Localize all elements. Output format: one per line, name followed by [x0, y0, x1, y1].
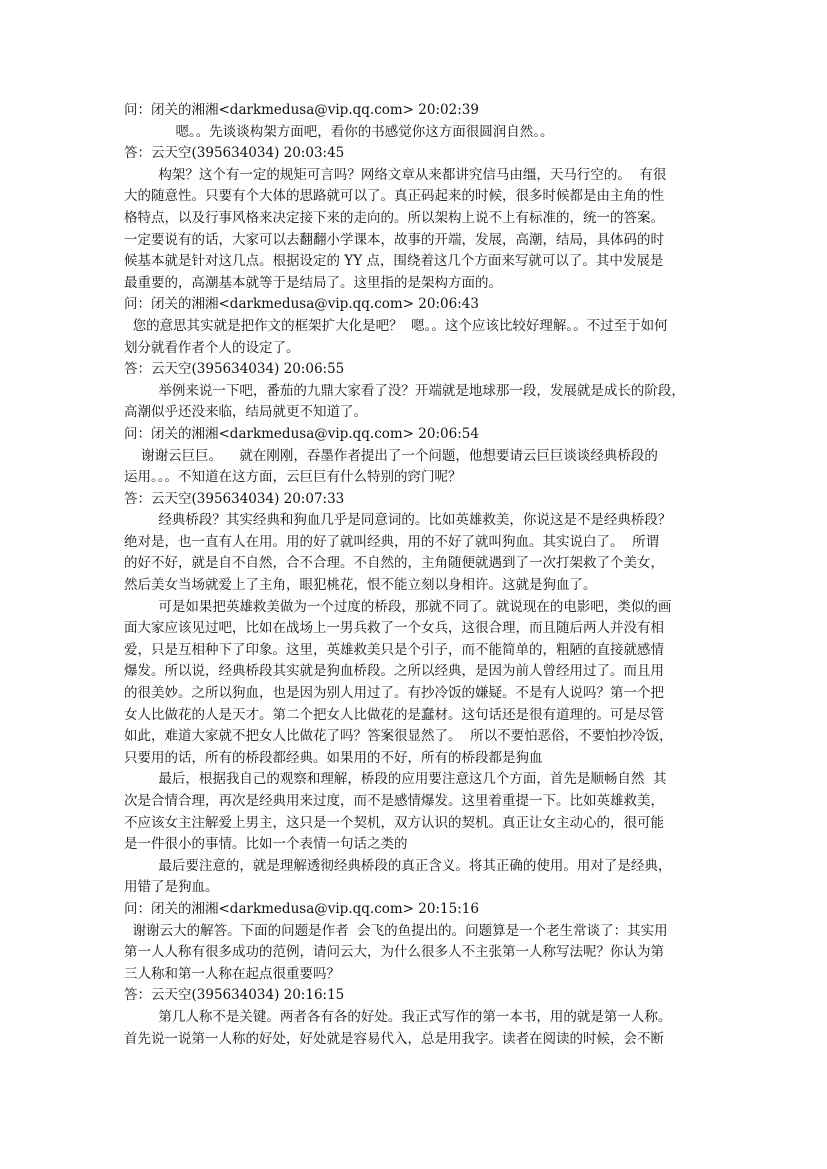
text-line: 第一人人称有很多成功的范例，请问云大，为什么很多人不主张第一人称写法呢？你认为第 — [124, 944, 664, 961]
text-line: 最后，根据我自己的观察和理解，桥段的应用要注意这几个方面，首先是顺畅自然 其 — [124, 771, 667, 788]
text-line: 然后美女当场就爱上了主角，眼犯桃花，恨不能立刻以身相许。这就是狗血了。 — [124, 577, 597, 594]
text-line: 最重要的，高潮基本就等于是结局了。这里指的是架构方面的。 — [124, 274, 502, 291]
text-line: 问：闭关的湘湘<darkmedusa@vip.qq.com> 20:06:54 — [124, 425, 479, 442]
text-line: 问：闭关的湘湘<darkmedusa@vip.qq.com> 20:02:39 — [124, 102, 479, 118]
text-line: 高潮似乎还没来临，结局就更不知道了。 — [124, 404, 367, 421]
text-line: 划分就看作者个人的设定了。 — [124, 339, 300, 356]
text-line: 是一件很小的事情。比如一个表情一句话之类的 — [124, 836, 408, 853]
text-line: 第几人称不是关键。两者各有各的好处。我正式写作的第一本书，用的就是第一人称。 — [124, 1008, 672, 1025]
text-line: 问：闭关的湘湘<darkmedusa@vip.qq.com> 20:06:43 — [124, 296, 479, 313]
text-line: 女人比做花的人是天才。第二个把女人比做花的是蠢材。这句话还是很有道理的。可是尽管 — [124, 706, 664, 723]
text-line: 谢谢云大的解答。下面的问题是作者 会飞的鱼提出的。问题算是一个老生常谈了：其实用 — [124, 922, 668, 939]
text-line: 问：闭关的湘湘<darkmedusa@vip.qq.com> 20:15:16 — [124, 900, 479, 917]
text-line: 一定要说有的话，大家可以去翻翻小学课本，故事的开端，发展，高潮，结局，具体码的时 — [124, 231, 664, 248]
text-line: 答：云天空(395634034) 20:06:55 — [124, 361, 345, 378]
text-line: 不应该女主注解爱上男主，这只是一个契机，双方认识的契机。真正让女主动心的，很可能 — [124, 814, 664, 831]
text-line: 您的意思其实就是把作文的框架扩大化是吧？ 嗯。。这个应该比较好理解。。不过至于如何 — [124, 317, 668, 334]
text-line: 次是合情合理，再次是经典用来过度，而不是感情爆发。这里着重提一下。比如英雄救美， — [124, 793, 664, 809]
text-line: 最后要注意的，就是理解透彻经典桥段的真正含义。将其正确的使用。用对了是经典， — [124, 857, 672, 874]
text-line: 面大家应该见过吧，比如在战场上一男兵救了一个女兵，这很合理，而且随后两人并没有相 — [124, 620, 664, 637]
text-line: 可是如果把英雄救美做为一个过度的桥段，那就不同了。就说现在的电影吧，类似的画 — [124, 598, 672, 615]
text-line: 谢谢云巨巨。 就在刚刚，吞墨作者提出了一个问题，他想要请云巨巨谈谈经典桥段的 — [124, 447, 658, 464]
document-page — [124, 100, 706, 1050]
text-line: 答：云天空(395634034) 20:16:15 — [124, 987, 345, 1004]
text-line: 绝对是，也一直有人在用。用的好了就叫经典，用的不好了就叫狗血。其实说白了。 所谓 — [124, 533, 660, 550]
text-line: 运用。。。不知道在这方面，云巨巨有什么特别的窍门呢？ — [124, 469, 462, 486]
text-line: 爱，只是互相种下了印象。这里，英雄救美只是个引子，而不能简单的，粗陋的直接就感情 — [124, 641, 664, 658]
text-line: 答：云天空(395634034) 20:07:33 — [124, 490, 345, 507]
text-line: 答：云天空(395634034) 20:03:45 — [124, 145, 345, 162]
text-line: 大的随意性。只要有个大体的思路就可以了。真正码起来的时候，很多时候都是由主角的性 — [124, 188, 664, 205]
text-line: 首先说一说第一人称的好处，好处就是容易代入，总是用我字。读者在阅读的时候，会不断 — [124, 1030, 664, 1047]
text-line: 如此，难道大家就不把女人比做花了吗？答案很显然了。 所以不要怕恶俗，不要怕抄冷饭， — [124, 728, 673, 745]
text-line: 的好不好，就是自不自然，合不合理。不自然的，主角随便就遇到了一次打架救了个美女， — [124, 555, 664, 572]
text-line: 构架？这个有一定的规矩可言吗？网络文章从来都讲究信马由缰，天马行空的。 有很 — [124, 166, 667, 183]
text-line: 的很美妙。之所以狗血，也是因为别人用过了。有抄冷饭的嫌疑。不是有人说吗？第一个把 — [124, 685, 664, 702]
text-line: 爆发。所以说，经典桥段其实就是狗血桥段。之所以经典，是因为前人曾经用过了。而且用 — [124, 663, 664, 680]
text-line: 格特点，以及行事风格来决定接下来的走向的。所以架构上说不上有标准的，统一的答案。 — [124, 209, 664, 226]
text-line: 三人称和第一人称在起点很重要吗？ — [124, 965, 340, 982]
text-line: 嗯。。先谈谈构架方面吧，看你的书感觉你这方面很圆润自然。。 — [124, 123, 554, 140]
text-line: 用错了是狗血。 — [124, 879, 219, 896]
text-line: 举例来说一下吧，番茄的九鼎大家看了没？开端就是地球那一段，发展就是成长的阶段， — [124, 382, 685, 399]
text-line: 只要用的话，所有的桥段都经典。如果用的不好，所有的桥段都是狗血 — [124, 749, 543, 766]
text-line: 经典桥段？其实经典和狗血几乎是同意词的。比如英雄救美，你说这是不是经典桥段？ — [124, 512, 672, 529]
text-line: 候基本就是针对这几点。根据设定的 YY 点，围绕着这几个方面来写就可以了。其中发展是 — [124, 253, 664, 270]
